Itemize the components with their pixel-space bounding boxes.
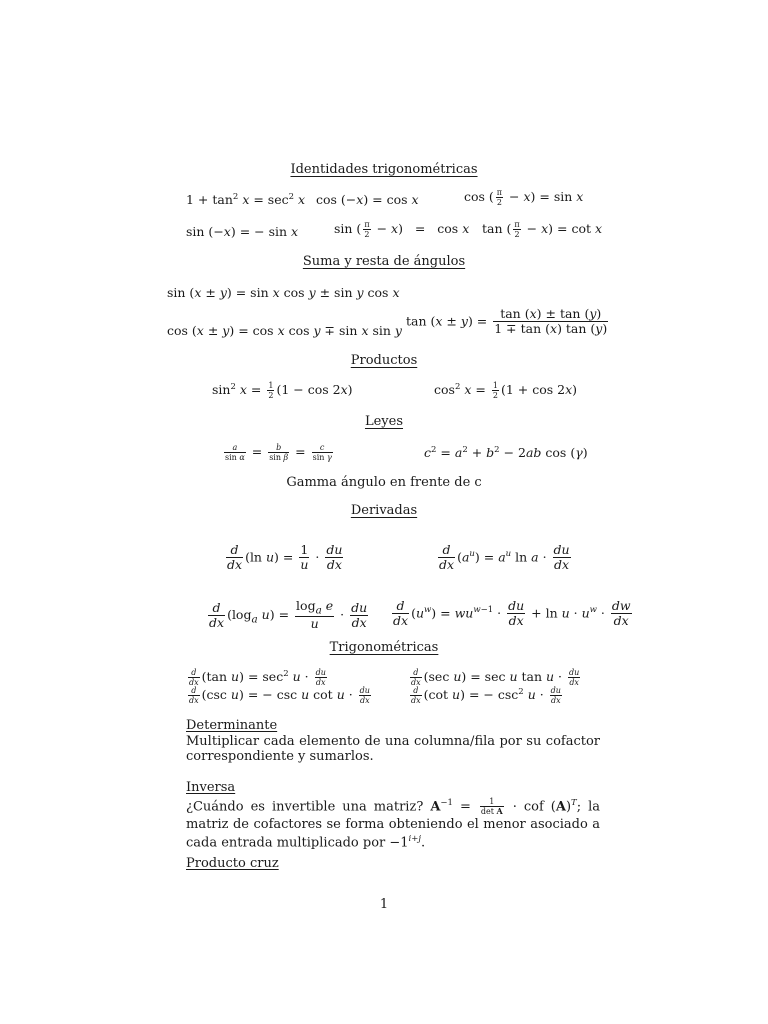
- formula-d-exp: $\frac{d}{dx}$ $(a^u) = a^u$ ln a · $\frac{du}{dx}$: [439, 542, 570, 573]
- formula-id2: cos (−x) = cos x: [316, 192, 419, 207]
- formula-d-cot: $\frac{d}{dx}$ (cot u) = − $\csc^2 u$ · $\frac{du}{dx}$: [411, 686, 561, 706]
- formula-d-uw: $\frac{d}{dx}$ $(u^w) = wu^{w-1}$ · $\frac{du}{dx}$ + $\ln u \cdot u^w$ · $\frac{dw}{dx}$: [393, 598, 631, 629]
- formula-id6: tan ( $\frac{\pi}{2}$ − x) = cot x: [482, 220, 603, 240]
- heading-leyes: Leyes: [364, 414, 404, 429]
- formula-sum-cos: cos (x ± y) = cos x cos y ∓ sin x sin y: [167, 323, 402, 338]
- determinante-text: Multiplicar cada elemento de una columna/fila por su cofactor correspondiente y sumarlos.: [186, 734, 600, 764]
- formula-d-sec: $\frac{d}{dx}$ (sec u) = sec u tan u · $\frac{du}{dx}$: [411, 668, 580, 688]
- formula-id5: sin ( $\frac{\pi}{2}$ − x) = cos x: [334, 220, 470, 240]
- page-number: 1: [379, 897, 389, 912]
- heading-suma-resta: Suma y resta de ángulos: [302, 254, 466, 269]
- heading-identidades: Identidades trigonométricas: [290, 162, 478, 177]
- formula-d-csc: $\frac{d}{dx}$ (csc u) = − csc u cot u · $\frac{du}{dx}$: [189, 686, 370, 706]
- determinante-title: Determinante: [186, 718, 278, 733]
- formula-d-log: $\frac{d}{dx}$ ($\log_a$ u) = $\frac{\log_a e}{u}$ · $\frac{du}{dx}$: [209, 598, 368, 632]
- formula-law-cosines: $c^2 = a^2 + b^2 - 2ab$ cos (γ): [424, 445, 588, 461]
- formula-sum-sin: sin (x ± y) = sin x cos y ± sin y cos x: [167, 285, 400, 300]
- inversa-text: ¿Cuándo es invertible una matriz? $A^{-1}$ = $\frac{1}{\text{det A}}$ · cof $(A)^T$; la matriz de cofactores se forma obteniendo el menor asociado a cada entrada multiplicado por $-1^{i+j}$.: [186, 797, 600, 850]
- formula-id1: $1 + \tan^2 x = \sec^2 x$: [186, 192, 306, 208]
- inversa-title: Inversa: [186, 780, 236, 795]
- formula-sum-tan: tan (x ± y) = $\frac{\tan (x) \pm \tan (y)}{1 \mp \tan (x) \tan (y)}$: [406, 306, 608, 337]
- producto-cruz-title: Producto cruz: [186, 856, 279, 871]
- formula-d-tan: $\frac{d}{dx}$ (tan $u) = \sec^2 u$ · $\frac{du}{dx}$: [189, 668, 326, 688]
- formula-id3: cos ( $\frac{\pi}{2}$ − x) = sin x: [464, 188, 584, 208]
- heading-trigonometricas: Trigonométricas: [329, 640, 439, 655]
- gamma-note: Gamma ángulo en frente de c: [286, 475, 482, 490]
- formula-id4: sin (−x) = − sin x: [186, 224, 299, 239]
- formula-law-sines: $\frac{a}{\text{sin α}}$ = $\frac{b}{\text{sin β}}$ = $\frac{c}{\text{sin γ}}$: [225, 443, 332, 463]
- heading-derivadas: Derivadas: [350, 503, 418, 518]
- heading-productos: Productos: [350, 353, 418, 368]
- formula-d-ln: $\frac{d}{dx}$ (ln u) = $\frac{1}{u}$ · $\frac{du}{dx}$: [227, 542, 343, 573]
- formula-prod-sin: $\sin^2 x$ = $\frac{1}{2}$ (1 − cos 2x): [212, 381, 353, 401]
- formula-prod-cos: $\cos^2 x$ = $\frac{1}{2}$ (1 + cos 2x): [434, 381, 578, 401]
